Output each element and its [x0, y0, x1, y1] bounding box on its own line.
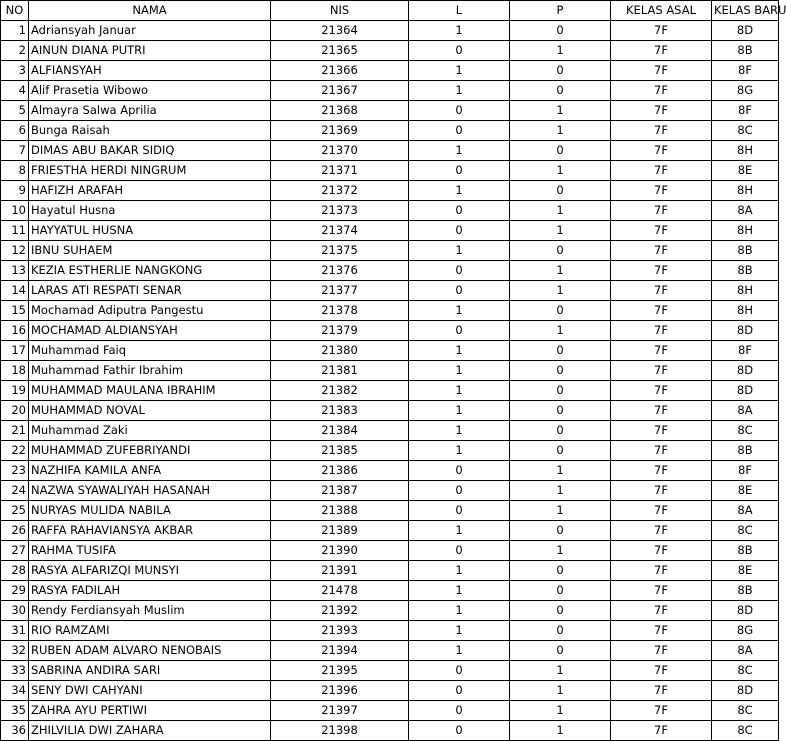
cell-p: 1	[510, 661, 611, 681]
cell-l: 1	[409, 341, 510, 361]
cell-nama: AINUN DIANA PUTRI	[29, 41, 271, 61]
cell-kelas-asal: 7F	[611, 601, 712, 621]
cell-kelas-baru: 8H	[712, 301, 779, 321]
cell-l: 1	[409, 21, 510, 41]
table-row	[1, 21, 779, 41]
cell-no: 23	[1, 461, 29, 481]
cell-nis: 21375	[271, 241, 409, 261]
cell-kelas-asal: 7F	[611, 581, 712, 601]
cell-kelas-asal: 7F	[611, 161, 712, 181]
cell-kelas-asal: 7F	[611, 721, 712, 741]
cell-p: 1	[510, 201, 611, 221]
cell-nama: HAYYATUL HUSNA	[29, 221, 271, 241]
cell-no: 35	[1, 701, 29, 721]
cell-nis: 21364	[271, 21, 409, 41]
cell-nama: NAZHIFA KAMILA ANFA	[29, 461, 271, 481]
cell-nis: 21377	[271, 281, 409, 301]
cell-no: 28	[1, 561, 29, 581]
cell-nis: 21395	[271, 661, 409, 681]
cell-no: 5	[1, 101, 29, 121]
cell-l: 1	[409, 621, 510, 641]
cell-nama: IBNU SUHAEM	[29, 241, 271, 261]
cell-kelas-asal: 7F	[611, 321, 712, 341]
cell-no: 16	[1, 321, 29, 341]
cell-nama: ZHILVILIA DWI ZAHARA	[29, 721, 271, 741]
cell-p: 0	[510, 341, 611, 361]
cell-kelas-asal: 7F	[611, 81, 712, 101]
table-row	[1, 581, 779, 601]
cell-no: 26	[1, 521, 29, 541]
cell-p: 0	[510, 641, 611, 661]
cell-no: 14	[1, 281, 29, 301]
header-kelas-baru: KELAS BARU	[712, 1, 779, 21]
cell-nis: 21385	[271, 441, 409, 461]
cell-nama: Rendy Ferdiansyah Muslim	[29, 601, 271, 621]
cell-p: 0	[510, 241, 611, 261]
cell-kelas-baru: 8C	[712, 521, 779, 541]
cell-kelas-asal: 7F	[611, 401, 712, 421]
cell-nis: 21383	[271, 401, 409, 421]
cell-kelas-asal: 7F	[611, 521, 712, 541]
cell-kelas-asal: 7F	[611, 561, 712, 581]
cell-l: 1	[409, 421, 510, 441]
cell-no: 10	[1, 201, 29, 221]
table-row	[1, 41, 779, 61]
table-row	[1, 201, 779, 221]
table-row	[1, 521, 779, 541]
cell-l: 1	[409, 381, 510, 401]
cell-p: 0	[510, 361, 611, 381]
cell-nis: 21370	[271, 141, 409, 161]
table-row	[1, 141, 779, 161]
cell-l: 1	[409, 401, 510, 421]
table-row	[1, 321, 779, 341]
cell-l: 0	[409, 101, 510, 121]
cell-nis: 21391	[271, 561, 409, 581]
cell-l: 0	[409, 41, 510, 61]
cell-l: 1	[409, 441, 510, 461]
cell-kelas-baru: 8H	[712, 281, 779, 301]
table-row	[1, 701, 779, 721]
cell-kelas-asal: 7F	[611, 501, 712, 521]
cell-p: 0	[510, 301, 611, 321]
cell-no: 7	[1, 141, 29, 161]
cell-nama: Alif Prasetia Wibowo	[29, 81, 271, 101]
cell-kelas-baru: 8D	[712, 321, 779, 341]
cell-l: 0	[409, 721, 510, 741]
cell-p: 1	[510, 501, 611, 521]
cell-p: 1	[510, 281, 611, 301]
cell-kelas-baru: 8C	[712, 661, 779, 681]
table-row	[1, 81, 779, 101]
cell-kelas-asal: 7F	[611, 381, 712, 401]
cell-kelas-asal: 7F	[611, 61, 712, 81]
cell-l: 0	[409, 161, 510, 181]
cell-p: 0	[510, 401, 611, 421]
cell-no: 4	[1, 81, 29, 101]
cell-nama: DIMAS ABU BAKAR SIDIQ	[29, 141, 271, 161]
cell-nis: 21379	[271, 321, 409, 341]
cell-kelas-baru: 8F	[712, 341, 779, 361]
cell-p: 1	[510, 481, 611, 501]
cell-kelas-baru: 8B	[712, 581, 779, 601]
cell-kelas-asal: 7F	[611, 21, 712, 41]
table-row	[1, 241, 779, 261]
cell-no: 11	[1, 221, 29, 241]
cell-kelas-asal: 7F	[611, 641, 712, 661]
cell-no: 13	[1, 261, 29, 281]
cell-kelas-asal: 7F	[611, 441, 712, 461]
cell-no: 33	[1, 661, 29, 681]
cell-no: 6	[1, 121, 29, 141]
cell-no: 34	[1, 681, 29, 701]
cell-kelas-baru: 8H	[712, 141, 779, 161]
cell-l: 1	[409, 581, 510, 601]
cell-p: 0	[510, 381, 611, 401]
table-row	[1, 501, 779, 521]
cell-l: 1	[409, 141, 510, 161]
cell-nama: RUBEN ADAM ALVARO NENOBAIS	[29, 641, 271, 661]
cell-kelas-baru: 8E	[712, 481, 779, 501]
cell-no: 3	[1, 61, 29, 81]
cell-no: 20	[1, 401, 29, 421]
table-row	[1, 381, 779, 401]
cell-nama: Muhammad Faiq	[29, 341, 271, 361]
table-row	[1, 261, 779, 281]
cell-no: 30	[1, 601, 29, 621]
cell-p: 0	[510, 421, 611, 441]
table-row	[1, 441, 779, 461]
cell-no: 36	[1, 721, 29, 741]
cell-l: 1	[409, 601, 510, 621]
cell-no: 31	[1, 621, 29, 641]
cell-no: 12	[1, 241, 29, 261]
cell-p: 1	[510, 101, 611, 121]
table-row	[1, 401, 779, 421]
cell-nama: FRIESTHA HERDI NINGRUM	[29, 161, 271, 181]
cell-kelas-baru: 8F	[712, 101, 779, 121]
cell-p: 1	[510, 221, 611, 241]
table-row	[1, 341, 779, 361]
cell-p: 0	[510, 621, 611, 641]
cell-nama: RASYA FADILAH	[29, 581, 271, 601]
cell-p: 0	[510, 21, 611, 41]
cell-l: 0	[409, 481, 510, 501]
cell-nis: 21366	[271, 61, 409, 81]
cell-l: 1	[409, 561, 510, 581]
cell-no: 29	[1, 581, 29, 601]
cell-p: 1	[510, 121, 611, 141]
cell-nama: Muhammad Zaki	[29, 421, 271, 441]
table-row	[1, 161, 779, 181]
cell-nis: 21373	[271, 201, 409, 221]
cell-nama: SABRINA ANDIRA SARI	[29, 661, 271, 681]
cell-l: 1	[409, 361, 510, 381]
cell-l: 0	[409, 461, 510, 481]
table-row	[1, 561, 779, 581]
cell-nis: 21389	[271, 521, 409, 541]
table-row	[1, 481, 779, 501]
cell-kelas-baru: 8B	[712, 241, 779, 261]
table-row	[1, 541, 779, 561]
cell-no: 32	[1, 641, 29, 661]
cell-l: 0	[409, 681, 510, 701]
cell-nama: RAHMA TUSIFA	[29, 541, 271, 561]
cell-kelas-asal: 7F	[611, 261, 712, 281]
cell-kelas-baru: 8A	[712, 401, 779, 421]
table-row	[1, 281, 779, 301]
cell-nama: NAZWA SYAWALIYAH HASANAH	[29, 481, 271, 501]
table-row	[1, 461, 779, 481]
cell-nis: 21398	[271, 721, 409, 741]
cell-kelas-baru: 8A	[712, 501, 779, 521]
cell-nis: 21388	[271, 501, 409, 521]
cell-nis: 21384	[271, 421, 409, 441]
cell-nama: ZAHRA AYU PERTIWI	[29, 701, 271, 721]
header-l: L	[409, 1, 510, 21]
cell-p: 0	[510, 61, 611, 81]
cell-no: 15	[1, 301, 29, 321]
table-row	[1, 681, 779, 701]
header-p: P	[510, 1, 611, 21]
cell-kelas-baru: 8D	[712, 361, 779, 381]
cell-l: 1	[409, 521, 510, 541]
cell-kelas-asal: 7F	[611, 621, 712, 641]
cell-p: 1	[510, 41, 611, 61]
cell-l: 0	[409, 701, 510, 721]
cell-p: 1	[510, 721, 611, 741]
table-row	[1, 621, 779, 641]
cell-no: 8	[1, 161, 29, 181]
cell-nis: 21380	[271, 341, 409, 361]
cell-no: 25	[1, 501, 29, 521]
cell-nama: NURYAS MULIDA NABILA	[29, 501, 271, 521]
table-row	[1, 661, 779, 681]
cell-no: 17	[1, 341, 29, 361]
cell-kelas-baru: 8C	[712, 721, 779, 741]
cell-l: 0	[409, 661, 510, 681]
cell-kelas-baru: 8H	[712, 181, 779, 201]
cell-nis: 21365	[271, 41, 409, 61]
cell-nis: 21390	[271, 541, 409, 561]
cell-l: 1	[409, 301, 510, 321]
table-row	[1, 221, 779, 241]
cell-nis: 21387	[271, 481, 409, 501]
header-kelas-asal: KELAS ASAL	[611, 1, 712, 21]
cell-kelas-baru: 8C	[712, 701, 779, 721]
cell-kelas-baru: 8G	[712, 621, 779, 641]
header-nis: NIS	[271, 1, 409, 21]
cell-p: 0	[510, 601, 611, 621]
cell-kelas-asal: 7F	[611, 141, 712, 161]
cell-nis: 21381	[271, 361, 409, 381]
cell-no: 21	[1, 421, 29, 441]
cell-p: 1	[510, 681, 611, 701]
cell-kelas-baru: 8D	[712, 381, 779, 401]
cell-kelas-baru: 8H	[712, 221, 779, 241]
cell-kelas-baru: 8D	[712, 601, 779, 621]
cell-nama: RASYA ALFARIZQI MUNSYI	[29, 561, 271, 581]
cell-kelas-baru: 8B	[712, 41, 779, 61]
cell-l: 1	[409, 81, 510, 101]
cell-no: 19	[1, 381, 29, 401]
cell-no: 2	[1, 41, 29, 61]
cell-kelas-asal: 7F	[611, 101, 712, 121]
cell-l: 0	[409, 541, 510, 561]
cell-nis: 21396	[271, 681, 409, 701]
cell-p: 0	[510, 441, 611, 461]
header-no: NO	[1, 1, 29, 21]
cell-nis: 21369	[271, 121, 409, 141]
cell-nama: SENY DWI CAHYANI	[29, 681, 271, 701]
cell-nama: RAFFA RAHAVIANSYA AKBAR	[29, 521, 271, 541]
cell-nis: 21376	[271, 261, 409, 281]
cell-l: 0	[409, 221, 510, 241]
cell-l: 0	[409, 261, 510, 281]
cell-nama: MUHAMMAD MAULANA IBRAHIM	[29, 381, 271, 401]
cell-nis: 21386	[271, 461, 409, 481]
cell-kelas-asal: 7F	[611, 421, 712, 441]
cell-l: 1	[409, 241, 510, 261]
cell-nama: ALFIANSYAH	[29, 61, 271, 81]
cell-kelas-asal: 7F	[611, 241, 712, 261]
table-row	[1, 421, 779, 441]
table-row	[1, 61, 779, 81]
cell-nis: 21374	[271, 221, 409, 241]
cell-kelas-baru: 8D	[712, 21, 779, 41]
cell-kelas-baru: 8B	[712, 541, 779, 561]
cell-nis: 21378	[271, 301, 409, 321]
cell-kelas-asal: 7F	[611, 361, 712, 381]
cell-kelas-asal: 7F	[611, 481, 712, 501]
cell-no: 22	[1, 441, 29, 461]
cell-kelas-asal: 7F	[611, 661, 712, 681]
cell-nis: 21382	[271, 381, 409, 401]
cell-no: 24	[1, 481, 29, 501]
cell-l: 1	[409, 61, 510, 81]
cell-kelas-asal: 7F	[611, 41, 712, 61]
cell-kelas-baru: 8E	[712, 561, 779, 581]
cell-nis: 21372	[271, 181, 409, 201]
cell-kelas-asal: 7F	[611, 181, 712, 201]
cell-p: 1	[510, 161, 611, 181]
table-row	[1, 101, 779, 121]
cell-no: 9	[1, 181, 29, 201]
cell-nis: 21397	[271, 701, 409, 721]
cell-kelas-baru: 8F	[712, 61, 779, 81]
cell-kelas-baru: 8E	[712, 161, 779, 181]
table-row	[1, 641, 779, 661]
cell-l: 0	[409, 321, 510, 341]
cell-nama: RIO RAMZAMI	[29, 621, 271, 641]
cell-nama: HAFIZH ARAFAH	[29, 181, 271, 201]
cell-nama: Almayra Salwa Aprilia	[29, 101, 271, 121]
cell-nis: 21393	[271, 621, 409, 641]
cell-nama: Adriansyah Januar	[29, 21, 271, 41]
cell-l: 0	[409, 501, 510, 521]
cell-kelas-baru: 8C	[712, 121, 779, 141]
header-nama: NAMA	[29, 1, 271, 21]
cell-nama: MUHAMMAD NOVAL	[29, 401, 271, 421]
cell-l: 0	[409, 201, 510, 221]
cell-no: 1	[1, 21, 29, 41]
cell-p: 0	[510, 141, 611, 161]
cell-p: 1	[510, 541, 611, 561]
cell-p: 1	[510, 701, 611, 721]
cell-no: 18	[1, 361, 29, 381]
cell-no: 27	[1, 541, 29, 561]
cell-l: 0	[409, 281, 510, 301]
cell-kelas-asal: 7F	[611, 301, 712, 321]
table-row	[1, 121, 779, 141]
cell-nama: MUHAMMAD ZUFEBRIYANDI	[29, 441, 271, 461]
cell-nis: 21371	[271, 161, 409, 181]
cell-nis: 21394	[271, 641, 409, 661]
cell-nis: 21392	[271, 601, 409, 621]
header-row	[1, 1, 779, 21]
cell-nis: 21367	[271, 81, 409, 101]
cell-kelas-asal: 7F	[611, 541, 712, 561]
table-row	[1, 181, 779, 201]
cell-l: 0	[409, 121, 510, 141]
cell-nama: Bunga Raisah	[29, 121, 271, 141]
cell-kelas-asal: 7F	[611, 121, 712, 141]
cell-kelas-baru: 8D	[712, 681, 779, 701]
cell-kelas-baru: 8A	[712, 201, 779, 221]
cell-kelas-asal: 7F	[611, 701, 712, 721]
cell-kelas-asal: 7F	[611, 281, 712, 301]
cell-kelas-baru: 8B	[712, 261, 779, 281]
cell-l: 1	[409, 641, 510, 661]
cell-kelas-baru: 8B	[712, 441, 779, 461]
cell-p: 0	[510, 521, 611, 541]
table-row	[1, 721, 779, 741]
cell-nama: Muhammad Fathir Ibrahim	[29, 361, 271, 381]
cell-p: 1	[510, 461, 611, 481]
cell-kelas-baru: 8C	[712, 421, 779, 441]
table-row	[1, 301, 779, 321]
cell-kelas-baru: 8G	[712, 81, 779, 101]
cell-p: 1	[510, 261, 611, 281]
cell-p: 0	[510, 581, 611, 601]
table-row	[1, 601, 779, 621]
cell-nama: MOCHAMAD ALDIANSYAH	[29, 321, 271, 341]
cell-nama: Hayatul Husna	[29, 201, 271, 221]
cell-kelas-baru: 8A	[712, 641, 779, 661]
cell-p: 0	[510, 81, 611, 101]
cell-kelas-asal: 7F	[611, 221, 712, 241]
cell-kelas-asal: 7F	[611, 681, 712, 701]
cell-kelas-asal: 7F	[611, 461, 712, 481]
cell-nis: 21368	[271, 101, 409, 121]
cell-kelas-asal: 7F	[611, 201, 712, 221]
cell-nama: KEZIA ESTHERLIE NANGKONG	[29, 261, 271, 281]
cell-nis: 21478	[271, 581, 409, 601]
cell-l: 1	[409, 181, 510, 201]
table-row	[1, 361, 779, 381]
cell-p: 0	[510, 561, 611, 581]
cell-kelas-asal: 7F	[611, 341, 712, 361]
cell-kelas-baru: 8F	[712, 461, 779, 481]
cell-p: 0	[510, 181, 611, 201]
cell-nama: LARAS ATI RESPATI SENAR	[29, 281, 271, 301]
cell-nama: Mochamad Adiputra Pangestu	[29, 301, 271, 321]
cell-p: 1	[510, 321, 611, 341]
